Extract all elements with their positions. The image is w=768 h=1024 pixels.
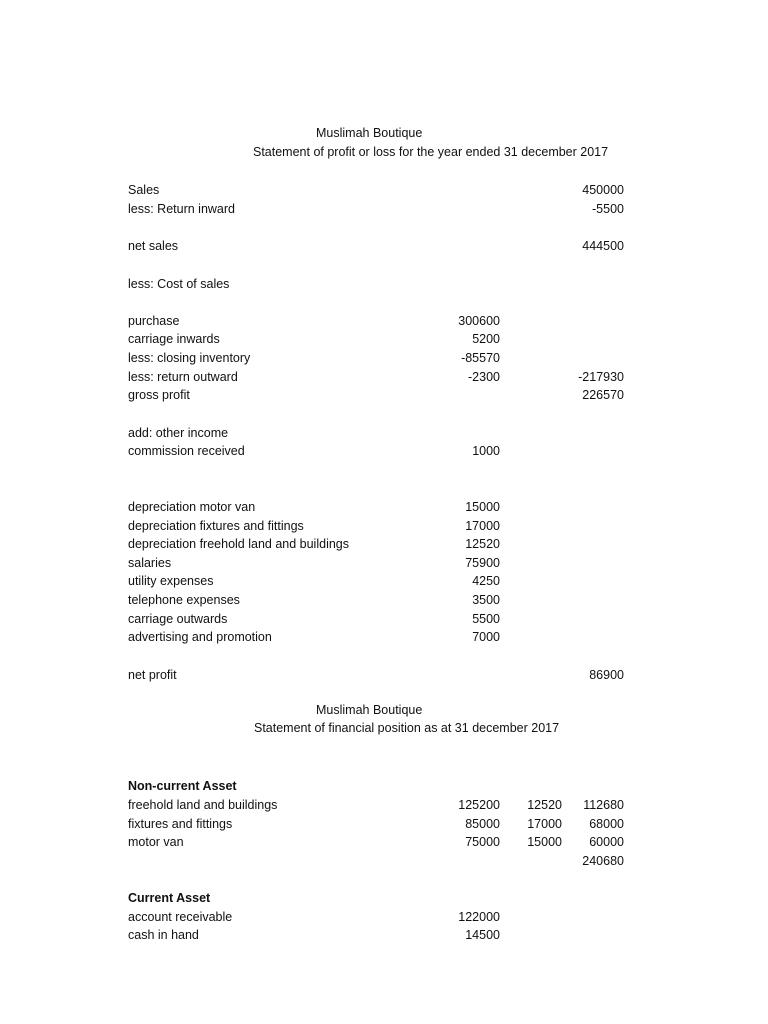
fp-row: [0, 796, 768, 814]
row-cost: 125200: [458, 798, 500, 812]
row-amount: 1000: [472, 444, 500, 458]
fp-row: [0, 908, 768, 926]
pl-row: [0, 200, 768, 218]
row-label: salaries: [128, 556, 172, 570]
row-label: cash in hand: [128, 928, 199, 942]
row-net-value: 112680: [583, 798, 624, 812]
row-label: purchase: [128, 314, 180, 328]
row-amount: 300600: [458, 314, 500, 328]
row-depreciation: 15000: [527, 835, 562, 849]
pl-company-name: Muslimah Boutique: [316, 126, 423, 140]
pl-row: [0, 554, 768, 572]
row-label: depreciation motor van: [128, 500, 256, 514]
row-label: gross profit: [128, 388, 190, 402]
row-label: less: return outward: [128, 370, 238, 384]
row-label: fixtures and fittings: [128, 817, 233, 831]
pl-row: [0, 368, 768, 386]
row-label: freehold land and buildings: [128, 798, 278, 812]
row-label: less: Return inward: [128, 202, 235, 216]
row-label: depreciation freehold land and buildings: [128, 537, 349, 551]
row-depreciation: 12520: [527, 798, 562, 812]
pl-row: [0, 535, 768, 553]
pl-row: [0, 610, 768, 628]
pl-row: [0, 275, 768, 293]
row-amount: 5500: [472, 612, 500, 626]
row-label: account receivable: [128, 910, 233, 924]
fp-title: Statement of financial position as at 31 december 2017: [254, 721, 560, 735]
row-label: less: closing inventory: [128, 351, 251, 365]
pl-row: [0, 572, 768, 590]
pl-title: Statement of profit or loss for the year ended 31 december 2017: [253, 145, 609, 159]
row-amount: -85570: [461, 351, 500, 365]
row-total: -5500: [592, 202, 624, 216]
row-label: motor van: [128, 835, 184, 849]
row-subtotal: 240680: [582, 854, 624, 868]
section-label: Current Asset: [128, 891, 211, 905]
row-total: 226570: [582, 388, 624, 402]
row-amount: -2300: [468, 370, 500, 384]
row-amount: 17000: [465, 519, 500, 533]
pl-row: [0, 666, 768, 684]
row-cost: 14500: [465, 928, 500, 942]
row-label: Sales: [128, 183, 160, 197]
pl-row: [0, 498, 768, 516]
row-amount: 15000: [465, 500, 500, 514]
fp-section-heading: [0, 889, 768, 907]
row-total: 86900: [589, 668, 624, 682]
row-net-value: 68000: [589, 817, 624, 831]
row-net-value: 60000: [589, 835, 624, 849]
pl-row: [0, 442, 768, 460]
row-cost: 85000: [465, 817, 500, 831]
row-total: 450000: [582, 183, 624, 197]
pl-row: [0, 517, 768, 535]
row-label: less: Cost of sales: [128, 277, 230, 291]
pl-row: [0, 424, 768, 442]
row-label: utility expenses: [128, 574, 214, 588]
row-amount: 12520: [465, 537, 500, 551]
row-label: depreciation fixtures and fittings: [128, 519, 304, 533]
row-cost: 122000: [458, 910, 500, 924]
row-amount: 5200: [472, 332, 500, 346]
row-label: advertising and promotion: [128, 630, 272, 644]
fp-section-heading: [0, 777, 768, 795]
pl-row: [0, 330, 768, 348]
row-amount: 4250: [472, 574, 500, 588]
fp-row: [0, 926, 768, 944]
row-total: 444500: [582, 239, 624, 253]
row-amount: 7000: [472, 630, 500, 644]
row-label: commission received: [128, 444, 245, 458]
row-total: -217930: [578, 370, 624, 384]
pl-row: [0, 349, 768, 367]
fp-row: [0, 833, 768, 851]
row-amount: 75900: [465, 556, 500, 570]
fp-row: [0, 852, 768, 870]
row-label: net sales: [128, 239, 179, 253]
row-cost: 75000: [465, 835, 500, 849]
row-label: carriage outwards: [128, 612, 228, 626]
pl-row: [0, 237, 768, 255]
pl-row: [0, 591, 768, 609]
section-label: Non-current Asset: [128, 779, 237, 793]
pl-row: [0, 312, 768, 330]
row-amount: 3500: [472, 593, 500, 607]
row-label: carriage inwards: [128, 332, 220, 346]
row-depreciation: 17000: [527, 817, 562, 831]
pl-row: [0, 386, 768, 404]
row-label: net profit: [128, 668, 177, 682]
fp-row: [0, 815, 768, 833]
row-label: telephone expenses: [128, 593, 240, 607]
pl-row: [0, 181, 768, 199]
row-label: add: other income: [128, 426, 229, 440]
fp-company-name: Muslimah Boutique: [316, 703, 423, 717]
pl-row: [0, 628, 768, 646]
